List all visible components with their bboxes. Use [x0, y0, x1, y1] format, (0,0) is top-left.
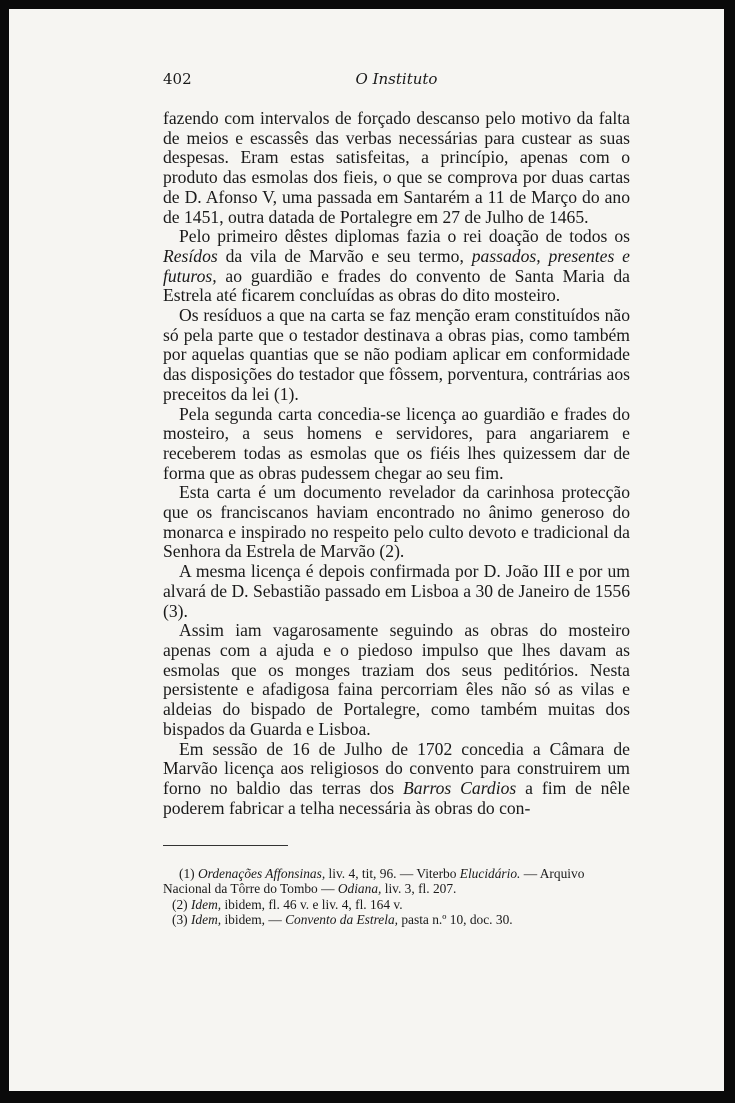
text-run: A mesma licença é depois confirmada por D. João III e por um alvará de D. Sebastião passado em Lisboa a 30 de Janeiro de 1556 (3).	[163, 561, 630, 621]
italic-text: Convento da Estrela,	[285, 912, 399, 928]
page-number: 402	[163, 70, 192, 88]
paragraph	[163, 562, 630, 621]
text-run: (1)	[179, 866, 198, 881]
italic-text: passados, presentes e futuros,	[163, 245, 630, 286]
text-run: Em sessão de 16 de Julho de 1702 concedia a Câmara de Marvão licença aos religiosos do convento para construirem um forno no baldio das terras dos	[163, 738, 630, 798]
page-header	[163, 70, 630, 94]
italic-text: Idem,	[190, 912, 222, 928]
text-run: Os resíduos a que na carta se faz menção eram constituídos não só pela parte que o testador destinava a obras pias, como também por aquelas quantias que se não podiam aplicar em conformidade das disposições do testador que fôssem, porventura, contrárias aos preceitos da lei (1).	[163, 305, 630, 404]
paragraph	[163, 306, 630, 405]
text-run: a fim de nêle poderem fabricar a telha necessária às obras do con-	[163, 777, 630, 818]
paragraph	[163, 740, 630, 819]
text-run: Esta carta é um documento revelador da carinhosa protecção que os franciscanos haviam encontrado no ânimo generoso do monarca e inspirado no respeito pelo culto devoto e tradicional da Senhora da Estrela de Marvão (2).	[163, 482, 630, 562]
text-run: ibidem, fl. 46 v. e liv. 4, fl. 164 v.	[221, 896, 403, 912]
footnotes	[163, 866, 630, 928]
text-run: ao guardião e frades do convento de Santa Maria da Estrela até ficarem concluídas as obras do dito mosteiro.	[163, 265, 630, 306]
text-run: Pela segunda carta concedia-se licença ao guardião e frades do mosteiro, a seus homens e servidores, para angariarem e receberem todas as esmolas que os fiéis lhes quizessem dar de forma que as obras pudessem chegar ao seu fim.	[163, 403, 630, 483]
page-content	[163, 70, 630, 818]
italic-text: Idem,	[190, 896, 222, 912]
paragraph	[163, 227, 630, 306]
italic-text: Barros Cardios	[403, 777, 517, 798]
text-run: — Arquivo Nacional da Tôrre do Tombo —	[163, 866, 585, 897]
footnote-divider	[163, 845, 288, 846]
text-run: ibidem, —	[221, 912, 286, 928]
running-title: O Instituto	[355, 70, 438, 88]
text-run: Assim iam vagarosamente seguindo as obras do mosteiro apenas com a ajuda e o piedoso impulso que lhes davam as esmolas que os monges traziam dos seus peditórios. Nesta persistente e afadigosa faina percorriam êles não só as vilas e aldeias do bispado de Portalegre, como também muitas dos bispados da Guarda e Lisboa.	[163, 620, 630, 739]
footnote	[163, 897, 630, 912]
footnote	[163, 866, 630, 897]
italic-text: Ordenações Affonsinas,	[197, 866, 326, 881]
italic-text: Elucidário.	[459, 866, 521, 881]
text-run: liv. 3, fl. 207.	[381, 881, 457, 897]
italic-text: Resídos	[163, 245, 218, 266]
text-run: liv. 4, tit, 96. — Viterbo	[325, 866, 460, 881]
text-run: pasta n.º 10, doc. 30.	[398, 912, 513, 928]
paragraph	[163, 109, 630, 227]
footnote	[163, 912, 630, 927]
text-run: da vila de Marvão e seu termo,	[217, 245, 472, 266]
body-text	[163, 109, 630, 818]
paragraph	[163, 483, 630, 562]
paragraph	[163, 405, 630, 484]
text-run: Pelo primeiro dêstes diplomas fazia o rei doação de todos os	[179, 226, 630, 247]
italic-text: Odiana,	[337, 881, 382, 897]
paragraph	[163, 621, 630, 739]
text-run: (3)	[172, 912, 191, 928]
text-run: (2)	[172, 896, 191, 912]
text-run: fazendo com intervalos de forçado descanso pelo motivo da falta de meios e escassês das verbas necessárias para custear as suas despesas. Eram estas satisfeitas, a princípio, apenas com o produto das esmolas dos fieis, o que se comprova por duas cartas de D. Afonso V, uma passada em Santarém a 11 de Março do ano de 1451, outra datada de Portalegre em 27 de Julho de 1465.	[163, 108, 630, 227]
